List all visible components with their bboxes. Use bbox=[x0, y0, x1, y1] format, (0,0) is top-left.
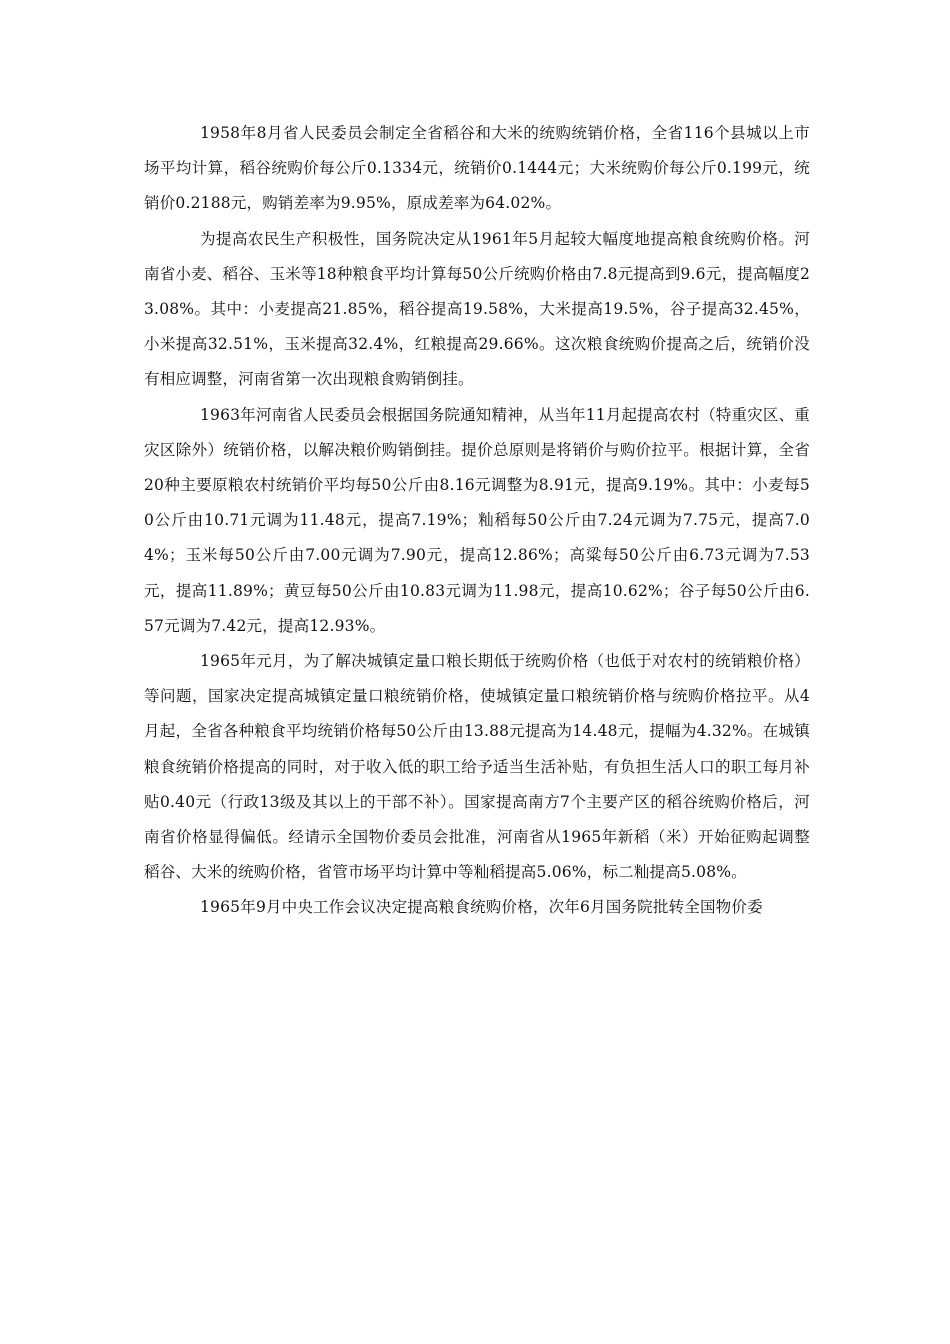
paragraph-1961-price-increase: 为提高农民生产积极性，国务院决定从1961年5月起较大幅度地提高粮食统购价格。河南省小麦、稻谷、玉米等18种粮食平均计算每50公斤统购价格由7.8元提高到9.6元，提高幅度23.08%。其中：小麦提高21.85%，稻谷提高19.58%，大米提高19.5%，谷子提高32.45%，小米提高32.51%，玉米提高32.4%，红粮提高29.66%。这次粮食统购价提高之后，统销价没有相应调整，河南省第一次出现粮食购销倒挂。 bbox=[144, 229, 811, 389]
document-body bbox=[144, 116, 810, 926]
paragraph-1965-central-meeting: 1965年9月中央工作会议决定提高粮食统购价格，次年6月国务院批转全国物价委 bbox=[200, 898, 763, 917]
paragraph-1958-grain-prices: 1958年8月省人民委员会制定全省稻谷和大米的统购统销价格，全省116个县城以上市场平均计算，稻谷统购价每公斤0.1334元，统销价0.1444元；大米统购价每公斤0.199元，统销价0.2188元，购销差率为9.95%，原成差率为64.02%。 bbox=[144, 124, 810, 213]
paragraph-1963-rural-prices: 1963年河南省人民委员会根据国务院通知精神，从当年11月起提高农村（特重灾区、重灾区除外）统销价格，以解决粮价购销倒挂。提价总原则是将销价与购价拉平。根据计算，全省20种主要原粮农村统销价平均每50公斤由8.16元调整为8.91元，提高9.19%。其中：小麦每50公斤由10.71元调为11.48元，提高7.19%；籼稻每50公斤由7.24元调为7.75元，提高7.04%；玉米每50公斤由7.00元调为7.90元，提高12.86%；高粱每50公斤由6.73元调为7.53元，提高11.89%；黄豆每50公斤由10.83元调为11.98元，提高10.62%；谷子每50公斤由6.57元调为7.42元，提高12.93%。 bbox=[144, 405, 810, 635]
paragraph-1965-urban-prices: 1965年元月，为了解决城镇定量口粮长期低于统购价格（也低于对农村的统销粮价格）等问题，国家决定提高城镇定量口粮统销价格，使城镇定量口粮统销价格与统购价格拉平。从4月起，全省各种粮食平均统销价格每50公斤由13.88元提高为14.48元，提幅为4.32%。在城镇粮食统销价格提高的同时，对于收入低的职工给予适当生活补贴，有负担生活人口的职工每月补贴0.40元（行政13级及其以上的干部不补）。国家提高南方7个主要产区的稻谷统购价格后，河南省价格显得偏低。经请示全国物价委员会批准，河南省从1965年新稻（米）开始征购起调整稻谷、大米的统购价格，省管市场平均计算中等籼稻提高5.06%，标二籼提高5.08%。 bbox=[144, 652, 810, 882]
